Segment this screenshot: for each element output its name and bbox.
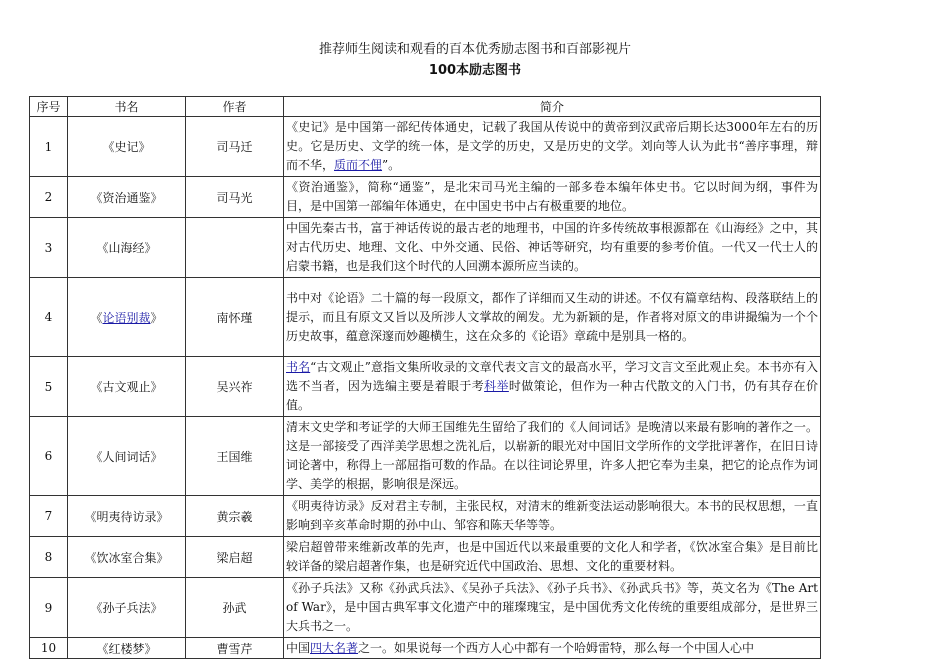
header-title: 书名: [68, 97, 186, 117]
link[interactable]: 论语别裁: [102, 310, 151, 325]
cell-num: 9: [30, 578, 68, 638]
link[interactable]: 科举: [484, 379, 509, 393]
cell-description: [284, 278, 821, 357]
table-row: [30, 578, 821, 638]
header-num: 序号: [30, 97, 68, 117]
page-title: 推荐师生阅读和观看的百本优秀励志图书和百部影视片: [318, 42, 631, 57]
table-row: [30, 218, 821, 278]
cell-description: [284, 537, 821, 578]
link[interactable]: 质而不俚: [334, 158, 383, 172]
title_parts-text: 《: [90, 310, 103, 325]
cell-book-title: 《史记》: [68, 117, 186, 177]
cell-description: [284, 496, 821, 537]
table-row: [30, 117, 821, 177]
desc-text: “古文观止”意指文集所收录的文章代表文言文的最高水平，学习文言文至此观止矣。本书亦有入选不当者，因为选编主要是着眼于考: [286, 360, 818, 393]
cell-book-title: [68, 278, 186, 357]
cell-author: 司马迁: [186, 117, 284, 177]
desc-text: 《孙子兵法》又称《孙武兵法》、《吴孙子兵法》、《孙子兵书》、《孙武兵书》等，英文名为《The Art of War》，是中国古典军事文化遗产中的璀璨瑰宝，是中国优秀文化传统的重要组成部分，是世界三大兵书之一。: [286, 581, 818, 633]
cell-book-title: 《明夷待访录》: [68, 496, 186, 537]
cell-author: 王国维: [186, 417, 284, 496]
desc-text: 中国: [286, 640, 311, 655]
cell-num: 4: [30, 278, 68, 357]
header-desc: 简介: [284, 97, 821, 117]
table-row: [30, 357, 821, 417]
desc-text: 《资治通鉴》，简称“通鉴”，是北宋司马光主编的一部多卷本编年体史书。它以时间为纲，事件为目，是中国第一部编年体通史，在中国史书中占有极重要的地位。: [286, 180, 818, 213]
link[interactable]: 书名: [286, 360, 311, 374]
cell-author: 黄宗羲: [186, 496, 284, 537]
cell-description: [284, 218, 821, 278]
link[interactable]: 四大名著: [310, 640, 359, 655]
cell-author: 曹雪芹: [186, 638, 284, 659]
cell-book-title: 《山海经》: [68, 218, 186, 278]
cell-book-title: 《资治通鉴》: [68, 177, 186, 218]
cell-num: 8: [30, 537, 68, 578]
cell-author: 司马光: [186, 177, 284, 218]
table-body: [30, 117, 821, 659]
table-row: [30, 417, 821, 496]
books-table: [29, 96, 821, 659]
cell-num: 7: [30, 496, 68, 537]
cell-book-title: 《孙子兵法》: [68, 578, 186, 638]
desc-text: 清末文史学和考证学的大师王国维先生留给了我们的《人间词话》是晚清以来最有影响的著作之一。这是一部接受了西洋美学思想之洗礼后，以崭新的眼光对中国旧文学所作的文学批评著作，在旧日诗词论著中，称得上一部屈指可数的作品。在以往词论界里，许多人把它奉为圭臬，把它的论点作为词学、美学的根据，影响很是深远。: [286, 420, 818, 491]
desc-text: 梁启超曾带来维新改革的先声，也是中国近代以来最重要的文化人和学者，《饮冰室合集》是目前比较详备的梁启超著作集，也是研究近代中国政治、思想、文化的重要材料。: [286, 540, 818, 573]
cell-num: 5: [30, 357, 68, 417]
cell-description: [284, 638, 821, 659]
cell-author: 孙武: [186, 578, 284, 638]
cell-book-title: 《饮冰室合集》: [68, 537, 186, 578]
cell-description: [284, 417, 821, 496]
table-row: [30, 537, 821, 578]
desc-text: 《明夷待访录》反对君主专制，主张民权，对清末的维新变法运动影响很大。本书的民权思想，一直影响到辛亥革命时期的孙中山、邹容和陈天华等等。: [286, 499, 818, 532]
desc-text: 时做策论，但作为一种古代散文的入门书，仍有其存在价值。: [286, 379, 818, 412]
cell-book-title: 《红楼梦》: [68, 638, 186, 659]
cell-num: 1: [30, 117, 68, 177]
cell-author: 吴兴祚: [186, 357, 284, 417]
cell-description: [284, 117, 821, 177]
cell-description: [284, 578, 821, 638]
table-row: [30, 177, 821, 218]
title_parts-text: 》: [150, 310, 163, 325]
table-row: [30, 638, 821, 659]
cell-num: 10: [30, 638, 68, 659]
cell-author: 南怀瑾: [186, 278, 284, 357]
cell-description: [284, 357, 821, 417]
desc-text: 书中对《论语》二十篇的每一段原文，都作了详细而又生动的讲述。不仅有篇章结构、段落联结上的提示，而且有原文又旨以及所涉人文掌故的阐发。尤为新颖的是，作者将对原文的串讲撮编为一个个历史故事，蕴意深邃而妙趣横生，这在众多的《论语》章疏中是别具一格的。: [286, 290, 818, 343]
desc-text: ”。: [382, 158, 401, 172]
cell-description: [284, 177, 821, 218]
desc-text: 之一。如果说每一个西方人心中都有一个哈姆雷特，那么每一个中国人心中: [358, 640, 755, 655]
table-row: [30, 278, 821, 357]
section-title: 100本励志图书: [428, 63, 522, 78]
desc-text: 中国先秦古书，富于神话传说的最古老的地理书，中国的许多传统故事根源都在《山海经》之中，其对古代历史、地理、文化、中外交通、民俗、神话等研究，均有重要的参考价值。一代又一代士人的启蒙书籍，也是我们这个时代的人回溯本源所应当读的。: [286, 221, 818, 273]
cell-author: [186, 218, 284, 278]
cell-book-title: 《人间词话》: [68, 417, 186, 496]
desc-text: 《史记》是中国第一部纪传体通史，记载了我国从传说中的黄帝到汉武帝后期长达3000年左右的历史。它是历史、文学的统一体，是文学的历史，又是历史的文学。刘向等人认为此书“善序事理，辩而不华，: [286, 120, 818, 172]
cell-num: 3: [30, 218, 68, 278]
cell-author: 梁启超: [186, 537, 284, 578]
cell-num: 2: [30, 177, 68, 218]
header-author: 作者: [186, 97, 284, 117]
cell-book-title: 《古文观止》: [68, 357, 186, 417]
cell-num: 6: [30, 417, 68, 496]
table-header-row: [30, 97, 821, 117]
table-row: [30, 496, 821, 537]
